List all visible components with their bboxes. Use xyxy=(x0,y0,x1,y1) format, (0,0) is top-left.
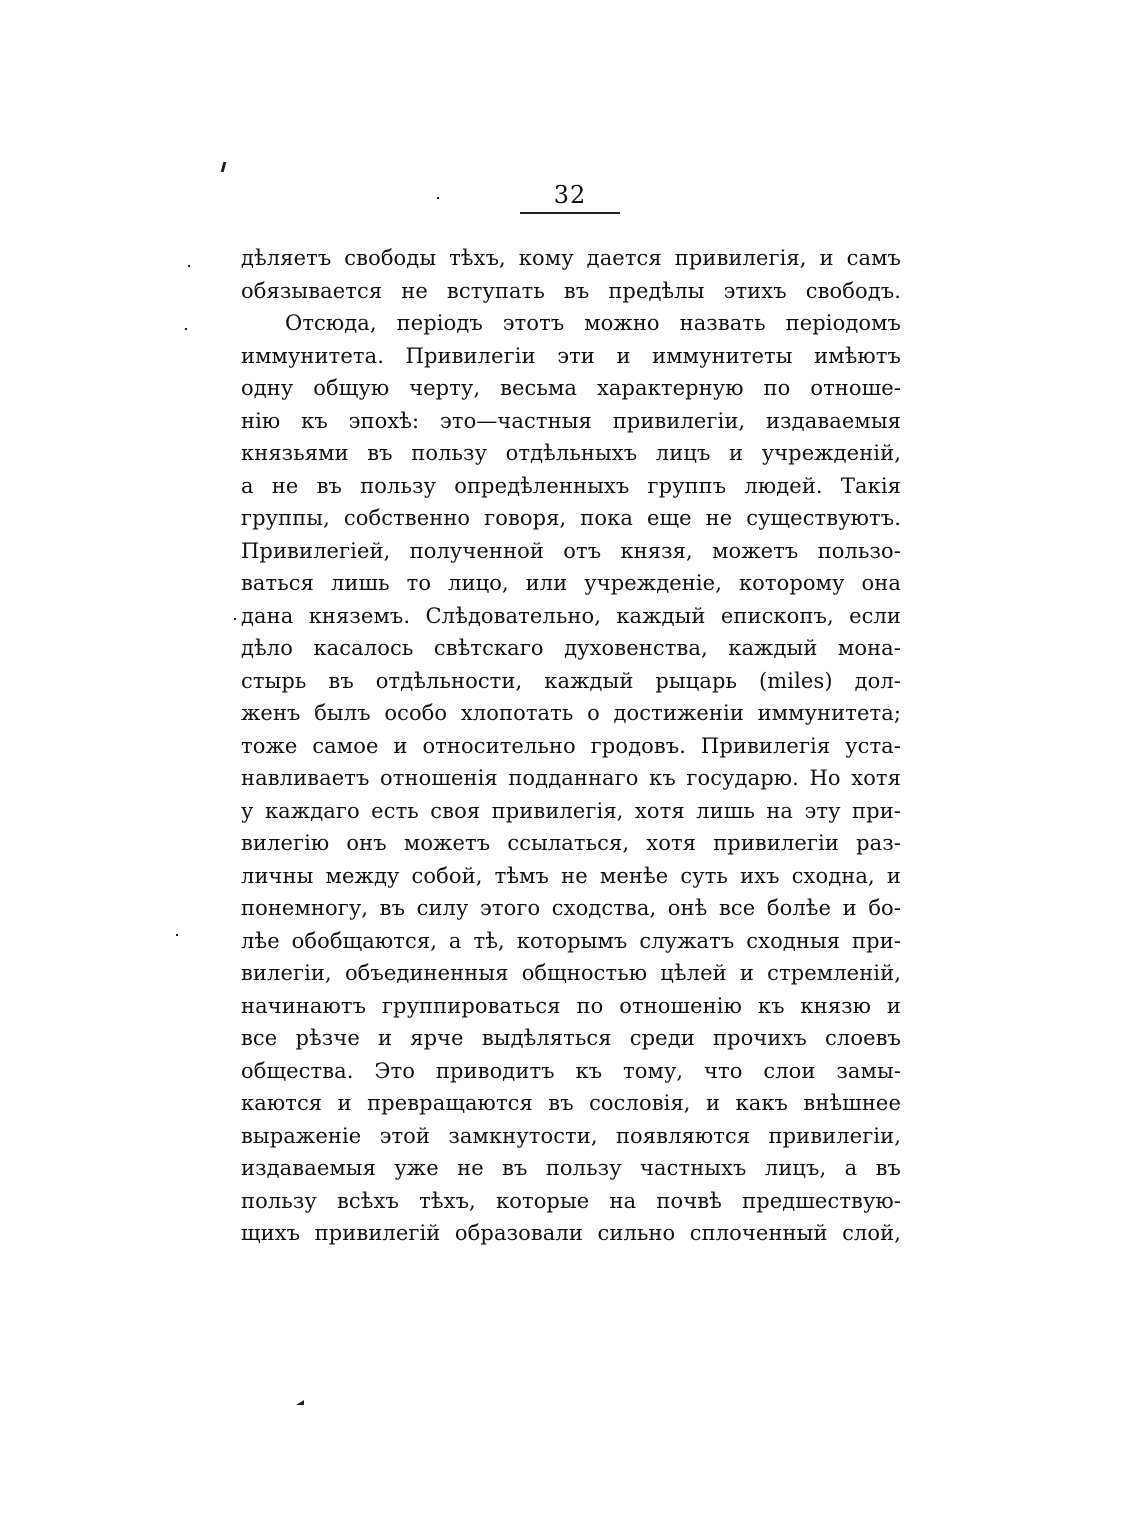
page-number-rule xyxy=(520,212,620,214)
text-line: нію къ эпохѣ: это—частныя привилегіи, издаваемыя xyxy=(241,408,901,433)
text-line: каются и превращаются въ сословія, и какъ внѣшнее xyxy=(241,1091,901,1115)
text-line: одну общую черту, весьма характерную по отноше- xyxy=(241,376,901,400)
scan-mark xyxy=(185,328,187,330)
text-line: дѣло касалось свѣтскаго духовенства, каждый мона- xyxy=(241,636,901,660)
text-line: стырь въ отдѣльности, каждый рыцарь (miles) дол- xyxy=(241,668,901,693)
text-line: все рѣзче и ярче выдѣляться среди прочихъ слоевъ xyxy=(241,1026,901,1050)
text-line: пользу всѣхъ тѣхъ, которые на почвѣ предшествую- xyxy=(241,1188,901,1213)
text-line: обязывается не вступать въ предѣлы этихъ свободъ. xyxy=(241,278,901,303)
text-line: ваться лишь то лицо, или учрежденіе, которому она xyxy=(241,571,901,595)
text-line: щихъ привилегій образовали сильно сплоченный слой, xyxy=(241,1221,901,1245)
text-line: у каждаго есть своя привилегія, хотя лишь на эту при- xyxy=(241,798,901,823)
text-line: вилегіи, объединенныя общностью цѣлей и стремленій, xyxy=(241,961,901,985)
text-line: выраженіе этой замкнутости, появляются привилегіи, xyxy=(241,1123,901,1148)
page-number: 32 xyxy=(553,181,587,209)
text-line: лѣе обобщаются, а тѣ, которымъ служатъ сходныя при- xyxy=(241,928,901,953)
scan-mark xyxy=(221,162,227,172)
text-line: понемногу, въ силу этого сходства, онѣ все болѣе и бо- xyxy=(241,896,901,920)
text-line: навливаетъ отношенія подданнаго къ государю. Но хотя xyxy=(241,766,901,790)
scan-mark xyxy=(437,197,439,199)
text-line: князьями въ пользу отдѣльныхъ лицъ и учрежденій, xyxy=(241,441,901,465)
text-line: начинаютъ группироваться по отношенію къ князю и xyxy=(241,993,901,1018)
text-line: тоже самое и относительно гродовъ. Привилегія уста- xyxy=(241,733,901,758)
text-line: а не въ пользу опредѣленныхъ группъ людей. Такія xyxy=(241,473,901,498)
scan-mark xyxy=(176,934,178,936)
text-line: общества. Это приводитъ къ тому, что слои замы- xyxy=(241,1058,901,1083)
text-line: дѣляетъ свободы тѣхъ, кому дается привилегія, и самъ xyxy=(241,246,901,270)
text-line: Отсюда, періодъ этотъ можно назвать періодомъ xyxy=(285,311,901,335)
text-line: иммунитета. Привилегіи эти и иммунитеты имѣютъ xyxy=(241,343,901,368)
text-line: группы, собственно говоря, пока еще не существуютъ. xyxy=(241,506,901,530)
scan-mark xyxy=(296,1400,304,1405)
text-line: личны между собой, тѣмъ не менѣе суть ихъ сходна, и xyxy=(241,863,901,888)
text-line: издаваемыя уже не въ пользу частныхъ лицъ, а въ xyxy=(241,1156,901,1180)
body-text xyxy=(241,242,901,1250)
text-line: женъ былъ особо хлопотать о достиженіи иммунитета; xyxy=(241,701,901,725)
scan-mark xyxy=(188,265,190,267)
text-line: Привилегіей, полученной отъ князя, можетъ пользо- xyxy=(241,538,901,563)
text-line: вилегію онъ можетъ ссылаться, хотя привилегіи раз- xyxy=(241,831,901,855)
scan-mark xyxy=(234,618,236,620)
text-line: дана княземъ. Слѣдовательно, каждый епископъ, если xyxy=(241,603,901,628)
